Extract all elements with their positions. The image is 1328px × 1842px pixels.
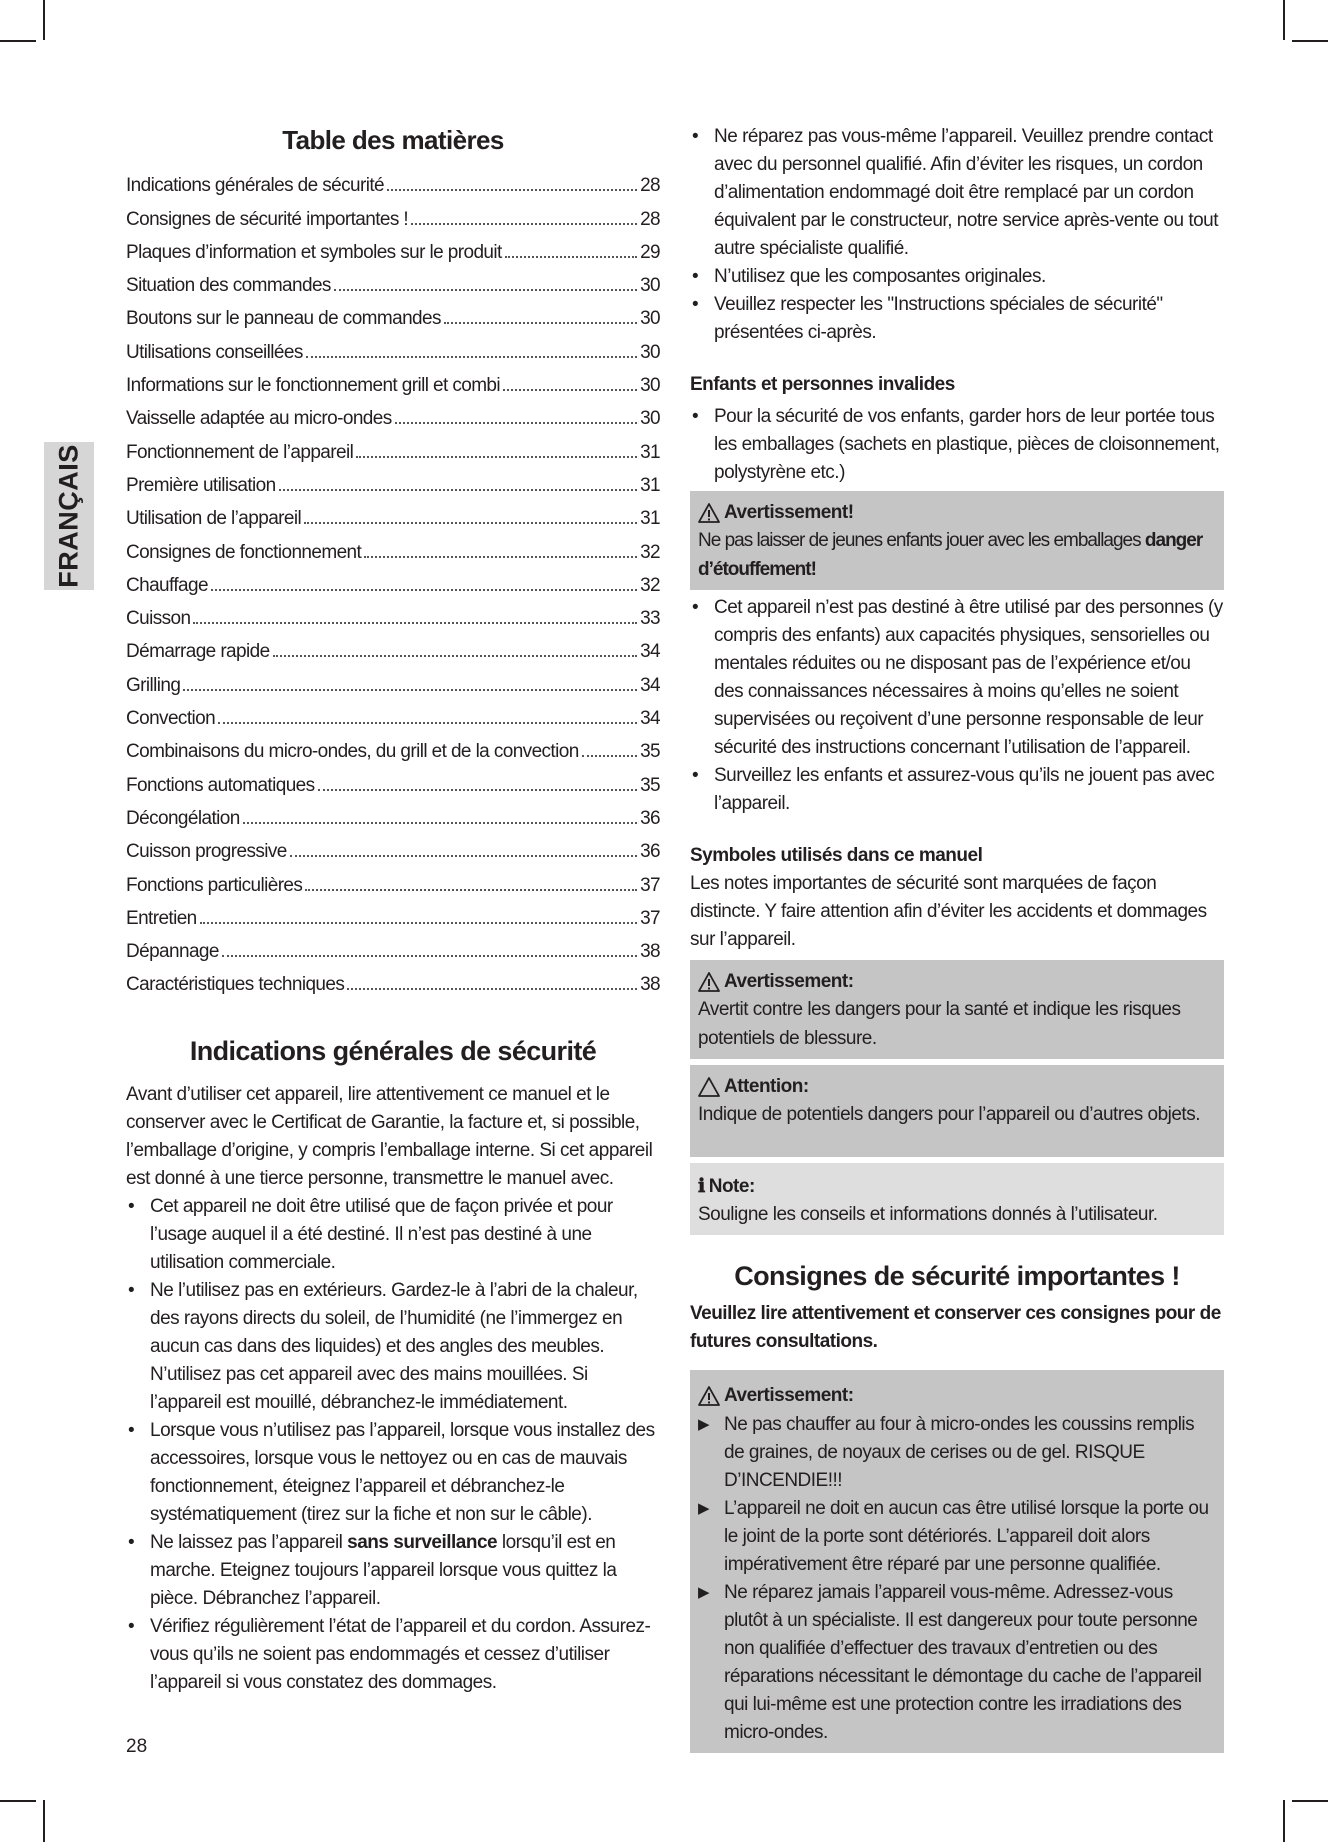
toc-dot-leader xyxy=(279,487,637,491)
toc-entry xyxy=(126,397,660,430)
right-column xyxy=(690,123,1224,1753)
toc-entry xyxy=(126,497,660,530)
crop-mark xyxy=(43,1800,45,1842)
toc-entry-page: 28 xyxy=(640,208,660,230)
toc-entry-title: Fonctionnement de l’appareil xyxy=(126,441,354,463)
toc-entry-page: 34 xyxy=(640,641,660,663)
warning-title: Avertissement: xyxy=(724,1385,854,1406)
toc-dot-leader xyxy=(211,587,637,591)
warning-text: Avertit contre les dangers pour la santé et indique les risques potentiels de blessure. xyxy=(698,999,1181,1049)
toc-dot-leader xyxy=(411,221,637,225)
warning-icon xyxy=(698,503,720,523)
list-item: • N’utilisez que les composantes originales. xyxy=(692,266,1046,287)
toc-entry-title: Première utilisation xyxy=(126,474,276,496)
toc-entry-title: Cuisson progressive xyxy=(126,841,287,863)
list-item: • Ne réparez pas vous-même l’appareil. Veuillez prendre contact avec du personnel qualifié. Afin d’éviter les risques, un cordon d’alimentation endommagé doit être remplacé par un cordon équivalent par le constructeur, notre service après-vente ou tout autre spécialiste qualifié. xyxy=(692,126,1219,259)
list-item: • Pour la sécurité de vos enfants, garder hors de leur portée tous les emballages (sachets en plastique, pièces de cloisonnement, polystyrène etc.) xyxy=(692,406,1220,483)
toc-entry xyxy=(126,464,660,497)
repair-bullets xyxy=(690,123,1224,347)
toc-title: Table des matières xyxy=(282,125,504,155)
list-item: • Ne l’utilisez pas en extérieurs. Gardez-le à l’abri de la chaleur, des rayons directs du soleil, de l’humidité (ne l’immergez en aucun cas dans des liquides) et des angles des meubles. N’utilisez pas cet appareil avec des mains mouillées. Si l’appareil est mouillé, débranchez-le immédiatement. xyxy=(128,1280,638,1414)
toc-entry xyxy=(126,564,660,597)
important-warning-box xyxy=(690,1370,1224,1753)
toc-entry-page: 32 xyxy=(640,541,660,563)
toc-entry xyxy=(126,197,660,230)
toc-dot-leader xyxy=(503,387,637,391)
toc-entry-title: Grilling xyxy=(126,674,181,696)
toc-entry xyxy=(126,897,660,930)
toc-dot-leader xyxy=(334,287,637,291)
toc-dot-leader xyxy=(395,420,637,424)
toc-entry xyxy=(126,164,660,197)
symbols-note-box xyxy=(690,1163,1224,1235)
toc-dot-leader xyxy=(364,554,637,558)
toc-entry-title: Chauffage xyxy=(126,574,208,596)
toc-entry-title: Cuisson xyxy=(126,608,191,630)
toc-entry-page: 30 xyxy=(640,408,660,430)
toc-entry xyxy=(126,330,660,363)
toc-dot-leader xyxy=(243,820,637,824)
note-text: Souligne les conseils et informations donnés à l’utilisateur. xyxy=(698,1204,1158,1225)
toc-entry-page: 36 xyxy=(640,841,660,863)
toc-entry xyxy=(126,430,660,463)
crop-mark xyxy=(1292,1800,1328,1802)
toc-entry-title: Décongélation xyxy=(126,807,240,829)
toc-dot-leader xyxy=(505,254,637,258)
symbols-intro: Les notes importantes de sécurité sont marquées de façon distincte. Y faire attention afin d’éviter les accidents et dommages sur l’appareil. xyxy=(690,873,1207,950)
toc-entry xyxy=(126,297,660,330)
toc-entry-page: 31 xyxy=(640,441,660,463)
list-item: ▶ Ne réparez jamais l’appareil vous-même. Adressez-vous plutôt à un spécialiste. Il est dangereux pour toute personne non qualifiée d’effectuer des travaux d’entretien ou des réparations nécessitant le démontage du cache de l’appareil qui lui-même est une protection contre les irradiations des micro-ondes. xyxy=(698,1582,1202,1743)
toc-entry-page: 30 xyxy=(640,308,660,330)
crop-mark xyxy=(43,0,45,40)
children-title: Enfants et personnes invalides xyxy=(690,374,955,395)
toc-entry-page: 34 xyxy=(640,674,660,696)
table-of-contents xyxy=(126,164,660,996)
warning-icon xyxy=(698,972,720,992)
attention-text: Indique de potentiels dangers pour l’appareil ou d’autres objets. xyxy=(698,1104,1200,1125)
toc-entry xyxy=(126,797,660,830)
toc-entry-title: Consignes de fonctionnement xyxy=(126,541,362,563)
list-item: ▶ L’appareil ne doit en aucun cas être utilisé lorsque la porte ou le joint de la porte sont détériorés. L’appareil doit alors impérativement être réparé par une personne qualifiée. xyxy=(698,1498,1209,1575)
toc-entry-title: Dépannage xyxy=(126,941,219,963)
toc-entry-title: Démarrage rapide xyxy=(126,641,270,663)
toc-dot-leader xyxy=(200,920,637,924)
toc-entry xyxy=(126,231,660,264)
list-item: • Vérifiez régulièrement l’état de l’appareil et du cordon. Assurez-vous qu’ils ne soient pas endommagés et cessez d’utiliser l’appareil si vous constatez des dommages. xyxy=(128,1616,651,1694)
toc-dot-leader xyxy=(222,953,637,957)
toc-dot-leader xyxy=(444,320,637,324)
toc-entry-page: 35 xyxy=(640,741,660,763)
toc-dot-leader xyxy=(183,687,637,691)
language-tab xyxy=(44,442,94,590)
toc-dot-leader xyxy=(273,653,638,657)
important-items xyxy=(698,1411,1216,1747)
toc-dot-leader xyxy=(193,620,637,624)
toc-entry-page: 30 xyxy=(640,341,660,363)
list-item: • Surveillez les enfants et assurez-vous qu’ils ne jouent pas avec l’appareil. xyxy=(692,765,1215,814)
toc-entry-page: 30 xyxy=(640,275,660,297)
toc-entry-page: 37 xyxy=(640,907,660,929)
page-number: 28 xyxy=(126,1736,148,1757)
toc-entry xyxy=(126,963,660,996)
toc-dot-leader xyxy=(304,520,637,524)
toc-entry-title: Vaisselle adaptée au micro-ondes xyxy=(126,408,392,430)
note-title: Note: xyxy=(708,1176,755,1197)
toc-entry-title: Situation des commandes xyxy=(126,275,331,297)
toc-entry-page: 31 xyxy=(640,508,660,530)
toc-entry-title: Utilisation de l’appareil xyxy=(126,508,302,530)
toc-entry-page: 33 xyxy=(640,608,660,630)
toc-entry xyxy=(126,863,660,896)
crop-mark xyxy=(0,40,36,42)
toc-entry-title: Combinaisons du micro-ondes, du grill et de la convection xyxy=(126,741,579,763)
list-item: ▶ Ne pas chauffer au four à micro-ondes les coussins remplis de graines, de noyaux de cerises ou de gel. RISQUE D’INCENDIE!!! xyxy=(698,1414,1195,1491)
toc-entry-page: 32 xyxy=(640,574,660,596)
toc-entry-page: 34 xyxy=(640,708,660,730)
toc-entry xyxy=(126,930,660,963)
children-bullets xyxy=(690,403,1224,487)
toc-entry-page: 31 xyxy=(640,474,660,496)
attention-title: Attention: xyxy=(724,1076,809,1097)
important-safety-title: Consignes de sécurité importantes ! xyxy=(734,1261,1180,1291)
list-item: • Veuillez respecter les "Instructions spéciales de sécurité" présentées ci-après. xyxy=(692,294,1163,343)
toc-entry-page: 36 xyxy=(640,807,660,829)
toc-dot-leader xyxy=(387,187,637,191)
toc-entry-title: Entretien xyxy=(126,907,197,929)
toc-dot-leader xyxy=(347,986,637,990)
list-item: • Lorsque vous n’utilisez pas l’appareil, lorsque vous installez des accessoires, lorsque vous le nettoyez ou en cas de mauvais fonctionnement, éteignez l’appareil et débranchez-le systématiquement (tirez sur la fiche et non sur le câble). xyxy=(128,1420,655,1526)
language-tab-label: FRANÇAIS xyxy=(53,444,84,588)
crop-mark xyxy=(0,1800,36,1802)
info-icon: ℹ xyxy=(698,1176,705,1197)
list-item: • Cet appareil ne doit être utilisé que de façon privée et pour l’usage auquel il a été destiné. Il n’est pas destiné à une utilisation commerciale. xyxy=(128,1196,613,1274)
children-warning-box xyxy=(690,491,1224,590)
symbols-attention-box xyxy=(690,1065,1224,1157)
toc-entry-title: Plaques d’information et symboles sur le produit xyxy=(126,241,502,263)
attention-icon xyxy=(698,1077,720,1097)
list-item: • Ne laissez pas l’appareil sans surveillance lorsqu’il est en marche. Eteignez toujours l’appareil lorsque vous quittez la pièce. Débranchez l’appareil. xyxy=(128,1532,617,1610)
children-bullets-2 xyxy=(690,594,1224,818)
toc-entry-title: Convection xyxy=(126,708,216,730)
toc-entry-page: 28 xyxy=(640,175,660,197)
toc-entry-title: Utilisations conseillées xyxy=(126,341,303,363)
symbols-title: Symboles utilisés dans ce manuel xyxy=(690,845,983,866)
toc-dot-leader xyxy=(356,454,637,458)
symbols-warning-box xyxy=(690,960,1224,1059)
toc-entry-page: 30 xyxy=(640,375,660,397)
toc-entry xyxy=(126,597,660,630)
toc-dot-leader xyxy=(218,720,637,724)
crop-mark xyxy=(1283,0,1285,40)
list-item: • Cet appareil n’est pas destiné à être utilisé par des personnes (y compris des enfants) aux capacités physiques, sensorielles ou mentales réduites ou ne disposant pas de l’expérience et/ou des connaissances nécessaires à moins qu’elles ne soient supervisées ou reçoivent d’une personne responsable de leur sécurité des instructions concernant l’utilisation de l’appareil. xyxy=(692,597,1223,758)
warning-title: Avertissement: xyxy=(724,971,854,992)
general-bullets xyxy=(126,1193,660,1697)
important-lead: Veuillez lire attentivement et conserver ces consignes pour de futures consultations. xyxy=(690,1303,1221,1352)
toc-dot-leader xyxy=(306,354,637,358)
toc-entry-title: Boutons sur le panneau de commandes xyxy=(126,308,441,330)
toc-entry-title: Consignes de sécurité importantes ! xyxy=(126,208,409,230)
toc-entry-title: Fonctions particulières xyxy=(126,874,303,896)
toc-entry xyxy=(126,730,660,763)
general-intro: Avant d’utiliser cet appareil, lire attentivement ce manuel et le conserver avec le Certificat de Garantie, la facture et, si possible, l’emballage d’origine, y compris l’emballage interne. Si cet appareil est donné à une tierce personne, transmettre le manuel avec. xyxy=(126,1084,653,1190)
toc-entry xyxy=(126,697,660,730)
toc-entry xyxy=(126,264,660,297)
toc-entry-page: 38 xyxy=(640,974,660,996)
toc-entry-page: 35 xyxy=(640,774,660,796)
crop-mark xyxy=(1283,1800,1285,1842)
toc-dot-leader xyxy=(290,853,637,857)
warning-title: Avertissement! xyxy=(724,502,854,523)
toc-entry-page: 29 xyxy=(640,241,660,263)
toc-entry-title: Caractéristiques techniques xyxy=(126,974,345,996)
toc-entry xyxy=(126,763,660,796)
left-column xyxy=(126,125,660,1697)
toc-dot-leader xyxy=(582,753,637,757)
toc-dot-leader xyxy=(318,787,638,791)
warning-text: Ne pas laisser de jeunes enfants jouer avec les emballages danger d’étouffement! xyxy=(698,530,1203,580)
toc-entry xyxy=(126,830,660,863)
crop-mark xyxy=(1292,40,1328,42)
toc-entry xyxy=(126,630,660,663)
toc-entry-page: 38 xyxy=(640,941,660,963)
toc-dot-leader xyxy=(305,887,637,891)
toc-entry xyxy=(126,530,660,563)
toc-entry xyxy=(126,364,660,397)
toc-entry-title: Fonctions automatiques xyxy=(126,774,315,796)
toc-entry-title: Indications générales de sécurité xyxy=(126,175,384,197)
toc-entry xyxy=(126,663,660,696)
warning-icon xyxy=(698,1386,720,1406)
toc-entry-page: 37 xyxy=(640,874,660,896)
toc-entry-title: Informations sur le fonctionnement grill et combi xyxy=(126,375,501,397)
general-safety-title: Indications générales de sécurité xyxy=(189,1036,597,1067)
